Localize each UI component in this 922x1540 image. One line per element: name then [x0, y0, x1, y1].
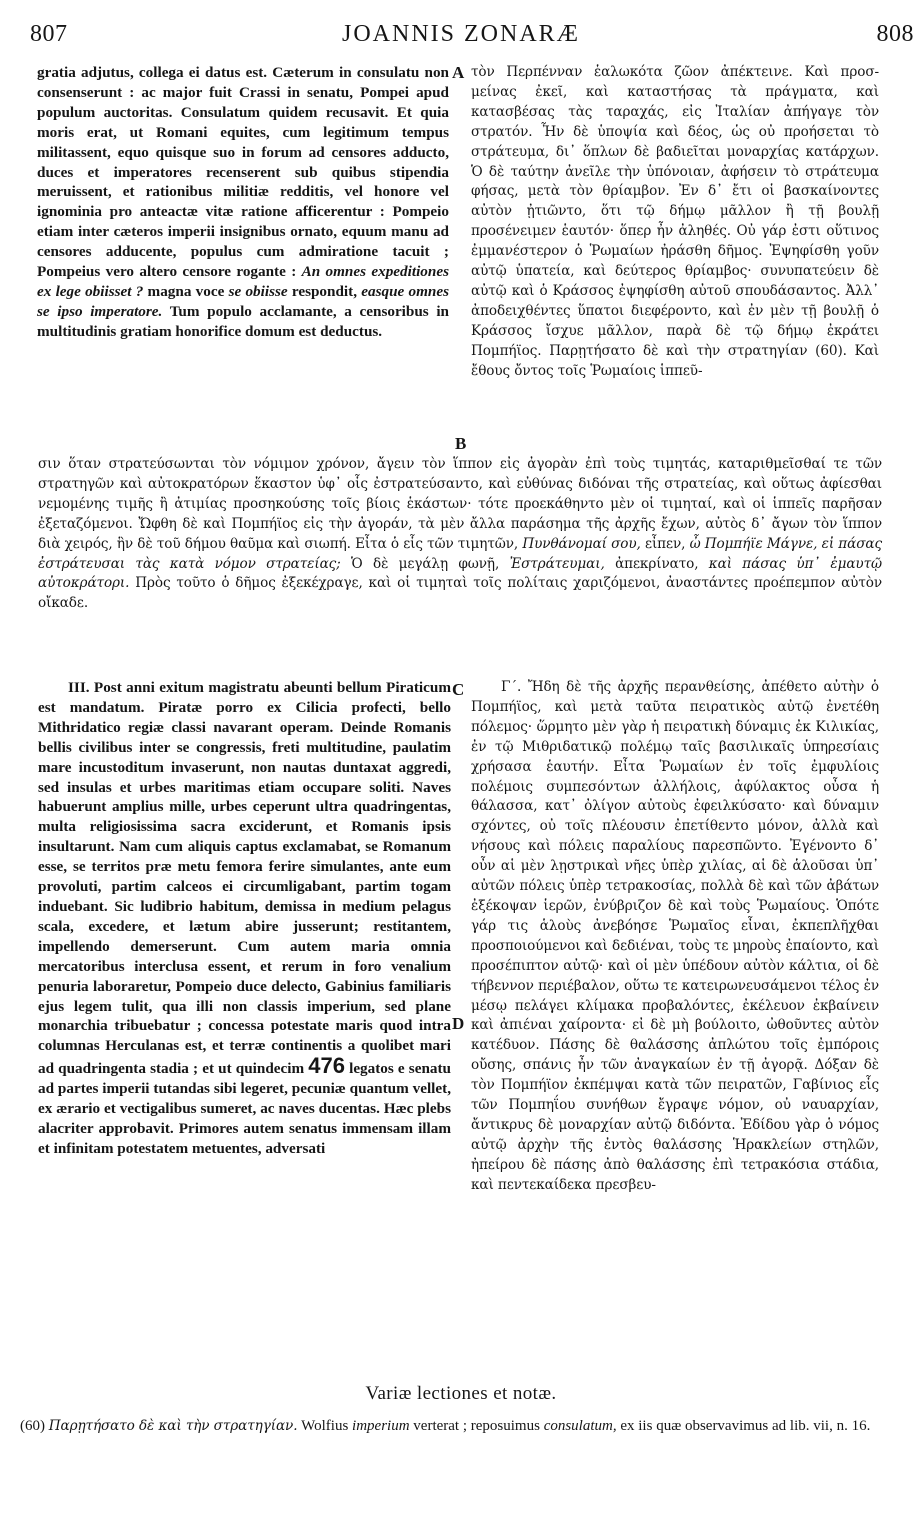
margin-letter-b: B	[455, 434, 467, 453]
latin-text: legatos e senatu ad partes imperii tutandas sibi legeret, pecuniæ quantum vellet, ex ærario et vectigalibus sumeret, ac naves ducentas. Hæc plebs alacriter approbavit. Primores autem senatus immensam illam et infinitam potestatem metuentes, adversati	[38, 1060, 451, 1157]
greek-column-section-a	[471, 63, 879, 463]
greek-italic-speech: Πυνθάνομαί σου,	[522, 535, 641, 552]
running-title: JOANNIS ZONARÆ	[341, 21, 580, 47]
greek-full-width-passage	[38, 455, 882, 670]
latin-text: gratia adjutus, collega ei datus est. Cæterum in consulatu non consenserunt : ac major fuit Crassi in senatu, Pompei apud populum auctoritas. Consulatum quidem recusavit. Et quia moris erat, ut Romani equites, cum legitimum tempus militassent, equo quisque suo in forum ad censores adducto, duces et imperatores recenserent sub quibus stipendia meruissent, et rationibus militiæ redditis, vel honore vel ignominia pro anteactæ vitæ ratione afficerentur : Pompeio etiam inter cæteros imperii insignibus ornato, equum manu ad censores adducente, populus cum admiratione tacuit ; Pompeius vero altero censore rogante :	[37, 64, 449, 281]
margin-letter-d: D	[452, 1014, 465, 1033]
margin-letter-a: A	[452, 63, 465, 82]
page-number-left: 807	[30, 21, 68, 47]
latin-text-mid-2: respondit,	[287, 282, 362, 300]
footnote-text: verterat ; reposuimus	[409, 1418, 544, 1434]
footnote-marker: (60)	[20, 1418, 45, 1434]
latin-italic-answer-2: easque omnes se ipso imperatore.	[37, 282, 449, 320]
greek-text: εἶπεν,	[640, 535, 690, 552]
latin-column-section-a	[37, 63, 449, 453]
page-marker: 476	[308, 1053, 345, 1079]
page-number-right: 808	[876, 21, 914, 47]
latin-italic-question: An omnes expeditiones ex lege obiisset ?	[37, 263, 449, 300]
greek-italic-speech: Ἐστράτευμαι,	[509, 555, 605, 572]
latin-text: III. Post anni exitum magistratu abeunti bellum Piraticum est mandatum. Piratæ porro ex Cilicia profecti, bello Mithridatico regiæ classi navarant operam. Deinde Romanis bellis civilibus inter se congressis, freti multitudine, paulatim mare incustoditum invaserunt, non nautas duntaxat aggredi, sed insulas et urbes maritimas etiam occupare soliti. Naves habuerunt amplius mille, urbes ceperunt ultra quadringentas, multa religiosissima sacra exciderunt, et Romanis ipsis insultarunt. Nam cum aliquis captus exclamabat, se Romanum esse, se territos præ metu femora ferire simulantes, ante eum provoluti, partim calceos ei circumligabant, partim togam induebant. Sic ludibrio habitum, demissa in medium pelagus scala, excedere, et lætum abire jusserunt; restitantem, impellendo demerserunt. Cum autem maria omnia mercatoribus interclusa essent, et rerum in foro venalium penuria laboraretur, Pompeio duce delecto, Gabinius familiaris ejus legem tulit, qua illi non classis imperium, sed plane monarchia tribuebatur ; concessa potestate maris quod intra columnas Herculanas est, et terræ continentis a quolibet mari ad quadringenta stadia ; et ut quindecim	[38, 679, 451, 1078]
latin-text-end: Tum populo acclamante, a censoribus in multitudinis gratiam honorifice domum est deductus.	[37, 302, 449, 340]
greek-text: Πρὸς τοῦτο ὁ δῆμος ἐξεκέχραγε, καὶ οἱ τιμηταὶ τοῖς πολίταις χαριζόμενοι, ἀναστάντες προέπεμπον αὐτὸν οἴκαδε.	[38, 575, 882, 612]
greek-italic-speech: καὶ πάσας ὑπ᾽ ἐμαυτῷ αὐτοκράτορι.	[38, 555, 883, 592]
notes-heading: Variæ lectiones et notæ.	[365, 1383, 557, 1404]
latin-italic-answer: se obiisse	[228, 282, 288, 300]
latin-text-mid: magna voce	[143, 282, 229, 300]
footnote-text: ex iis quæ observavimus ad lib. vii, n. 16.	[616, 1418, 871, 1434]
greek-text: Ὁ δὲ μεγάλῃ φωνῇ,	[340, 555, 510, 572]
footnote-lemma: Παρῃτήσατο δὲ καὶ τὴν στρατηγίαν.	[48, 1418, 298, 1434]
footnote	[20, 1418, 880, 1435]
footnote-italic: imperium	[352, 1418, 410, 1434]
greek-text: σιν ὅταν στρατεύσωνται τὸν νόμιμον χρόνον, ἄγειν τὸν ἵππον εἰς ἀγορὰν ἐπὶ τοὺς τιμητάς, καταριθμεῖσθαί τε τῶν στρατηγῶν καὶ αὐτοκρατόρων ἕκαστον ὑφ᾽ οἷς ἐστρατεύσαντο, καὶ εὐθύνας διδόναι τῆς στρατείας, καὶ οὕτως ἀφίεσθαι νεμομένης τιμῆς ἢ ἀτιμίας προσηκούσης τοῖς βίοις ἑκάστων· τότε προεκάθηντο μὲν οἱ τιμηταί, καὶ οἱ ἱππεῖς παρῆσαν ἐξεταζόμενοι. Ὤφθη δὲ καὶ Πομπήϊος εἰς τὴν ἀγοράν, τὰ μὲν ἄλλα παράσημα τῆς ἀρχῆς ἔχων, αὐτὸς δ᾽ ἄγων τὸν ἵππον διὰ χειρός, ἣν δὲ τοῦ δήμου θαῦμα καὶ σιωπή. Εἶτα ὁ εἷς τῶν τιμητῶν,	[38, 456, 882, 552]
margin-letter-c: C	[452, 680, 465, 699]
greek-text: Γ΄. Ἤδη δὲ τῆς ἀρχῆς περανθείσης, ἀπέθετο αὐτὴν ὁ Πομπήϊος, καὶ μετὰ ταῦτα πειρατικὸς αὐτῷ ἐνετέθη πόλεμος· ὥρμητο μὲν γὰρ ἡ πειρατικὴ δύναμις ἐκ Κιλικίας, ἐν τῷ Μιθριδατικῷ πολέμῳ ταῖς βασιλικαῖς ὑπηρεσίαις χρήσασα ἑαυτήν. Εἶτα Ῥωμαίων ἐν τοῖς ἐμφυλίοις πολέμοις συμπεσόντων ἀλλήλοις, ἀφύλακτος οὖσα ἡ θάλασσα, κατ᾽ ὀλίγον αὐτοὺς ἐφειλκύσατο· καὶ δύναμιν σχόντες, οὐ τοῖς πλέουσιν ἐπετίθεντο μόνον, ἀλλὰ καὶ νήσους καὶ πόλεις παραλίους παρεσπῶντο. Ἐγένοντο δ᾽ οὖν αἱ μὲν λῃστρικαὶ νῆες ὑπὲρ χιλίας, αἱ δὲ ἁλοῦσαι ὑπ᾽ αὐτῶν πόλεις ὑπὲρ τετρακοσίας, πολλὰ δὲ καὶ τῶν ἀβάτων ἐξέκοψαν ἱερῶν, ἐνύβριζον δὲ καὶ τοὺς Ῥωμαίους. Ὁπότε γάρ τις ἁλοὺς ἀνεβόησε Ῥωμαῖος εἶναι, ἐκπεπλῆχθαι προσποιούμενοι καὶ δεδιέναι, τοὺς τε μηροὺς ἐπαίοντο, καὶ προσέπιπτον αὐτῷ· καὶ οἱ μὲν ὑπέδουν αὐτὸν κάλτια, οἱ δὲ τήβεννον περιέβαλον, οὕτω τε κατειρωνευσάμενοι τέλος ἐν μέσῳ πελάγει κλίμακα προβαλόντες, ἐκέλευον ἐκβαίνειν καὶ ἀπιέναι χαίροντα· εἰ δὲ μὴ βούλοιτο, ὠθοῦντες αὐτὸν κατέδυον. Πάσης δὲ θαλάσσης ἀπλώτου τοῖς ἐμπόροις οὔσης, σπάνις ἦν τῶν ἀναγκαίων ἐν τῇ ἀγορᾷ. Δόξαν δὲ τὸν Πομπήϊον ἐκπέμψαι κατὰ τῶν πειρατῶν, Γαβίνιος εἷς τῶν Πομπηΐου συνήθων ἔγραψε νόμον, οὐ ναυαρχίαν, ἄντικρυς δὲ μοναρχίαν αὐτῷ διδόντα. Ἐδίδου γὰρ ὁ νόμος αὐτῷ ἀρχὴν τῆς ἐντὸς θαλάσσης Ἡρακλείων στηλῶν, ἠπείρου δὲ πάσης ἀπὸ θαλάσσης ἐπὶ τετρακόσια στάδια, καὶ πεντεκαίδεκα πρεσβευ-	[471, 679, 879, 1193]
greek-text: τὸν Περπένναν ἑαλωκότα ζῶον ἀπέκτεινε. Καὶ προσ-μείνας ἐκεῖ, καὶ καταστήσας τὰ πράγματα, καὶ κατασβέσας τὰς ταραχάς, εἰς Ἰταλίαν ἀπήγαγε τὸν στρατόν. Ἦν δὲ ὑποψία καὶ δέος, ὡς οὐ προήσεται τὸ στράτευμα, δι᾽ ὅπλων δὲ βαδιεῖται μοναρχίας κατάρχων. Ὁ δὲ ταύτην ἀνεῖλε τὴν ὑπόνοιαν, ἀφήσειν τὸ στράτευμα φήσας, μετὰ τὸν θρίαμβον. Ἐν δ᾽ ἔτι οἱ βασκαίνοντες αὐτὸν ᾐτιῶντο, ὅτι τῷ δήμῳ μᾶλλον ἢ τῇ βουλῇ προσένειμεν ἑαυτόν· ὅπερ ἦν ἀληθές. Οὐ γάρ ἐστι οὕτινος ἐμμανέστερον ὁ Ῥωμαίων ἠράσθη δῆμος. Ἐψηφίσθη γοῦν αὐτῷ ὑπατεία, καὶ δεύτερος θρίαμβος· συνυπατεύειν δὲ αὐτῷ καὶ ὁ Κράσσος ἐψηφίσθη αὐτοῦ σπουδάσαντος. Ἀλλ᾽ ἀποδειχθέντες ὕπατοι διεφέροντο, καὶ ἐν μὲν τῇ βουλῇ ὁ Κράσσος ἴσχυε μᾶλλον, παρὰ δὲ τῷ δήμῳ ἐκράτει Πομπήϊος. Παρῃτήσατο δὲ καὶ τὴν στρατηγίαν (60). Καὶ ἔθους ὄντος τοῖς Ῥωμαίοις ἱππεῦ-	[471, 64, 879, 379]
greek-column-section-c	[471, 678, 879, 1368]
latin-column-section-c	[38, 678, 451, 1368]
greek-italic-speech: ὦ Πομπήϊε Μάγνε, εἰ πάσας ἐστράτευσαι τὰς κατὰ νόμον στρατείας;	[38, 535, 882, 572]
footnote-text: Wolfius	[297, 1418, 353, 1434]
footnote-italic: consulatum,	[543, 1418, 617, 1434]
greek-text: ἀπεκρίνατο,	[604, 555, 709, 572]
